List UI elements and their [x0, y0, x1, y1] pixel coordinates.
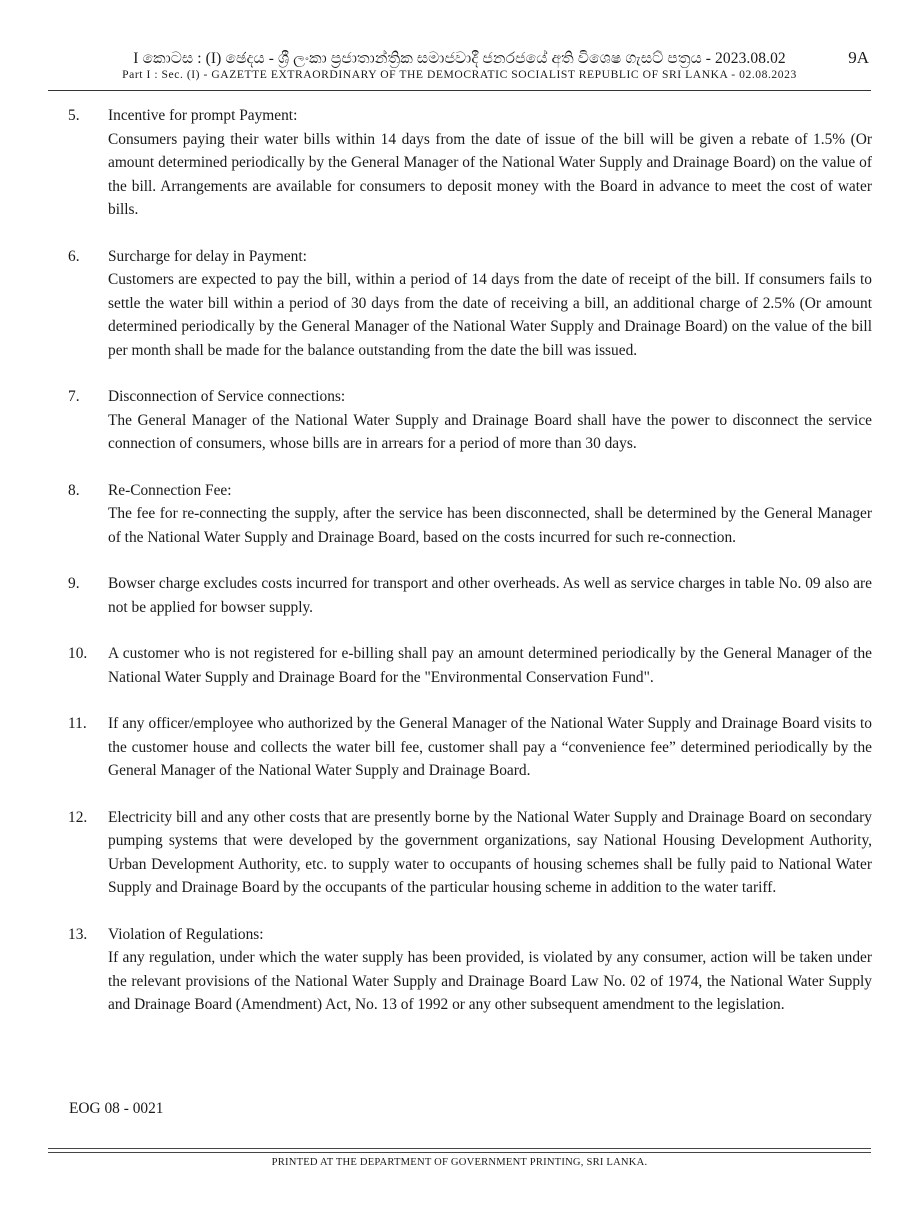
item-body	[108, 572, 872, 619]
item-text: Consumers paying their water bills within 14 days from the date of issue of the bill will be given a rebate of 1.5% (Or amount determined periodically by the General Manager of the National Water Supply and Drainage Board) on the value of the bill. Arrangements are available for consumers to deposit money with the Board in advance to meet the cost of water bills.	[108, 130, 872, 218]
item-text: If any officer/employee who authorized by the General Manager of the National Water Supply and Drainage Board visits to the customer house and collects the water bill fee, customer shall pay a “convenience fee” determined periodically by the General Manager of the National Water Supply and Drainage Board.	[108, 715, 872, 779]
list-item	[68, 712, 872, 783]
item-body	[108, 712, 872, 783]
item-number: 7.	[68, 388, 80, 405]
item-body	[108, 806, 872, 900]
regulations-list	[68, 104, 872, 1040]
item-heading: Disconnection of Service connections:	[108, 388, 346, 405]
header-english-title: Part I : Sec. (I) - GAZETTE EXTRAORDINARY OF THE DEMOCRATIC SOCIALIST REPUBLIC OF SRI LANKA - 02.08.2023	[122, 68, 797, 81]
item-number: 8.	[68, 481, 80, 499]
item-body	[108, 104, 872, 222]
item-number: 9.	[68, 575, 80, 592]
item-heading: Incentive for prompt Payment:	[108, 107, 298, 124]
item-heading: Violation of Regulations:	[108, 925, 264, 943]
footer-divider	[48, 1152, 871, 1153]
item-text: Electricity bill and any other costs that are presently borne by the National Water Supply and Drainage Board on secondary pumping systems that were developed by the government organizations, say National Housing Development Authority, Urban Development Authority, etc. to supply water to occupants of housing schemes shall be fully paid to National Water Supply and Drainage Board by the occupants of the particular housing scheme in addition to the water tariff.	[108, 808, 872, 896]
document-code: EOG 08 - 0021	[69, 1100, 164, 1117]
list-item	[68, 479, 872, 550]
list-item	[68, 806, 872, 900]
list-item	[68, 923, 872, 1017]
footer-divider	[48, 1148, 871, 1149]
item-body	[108, 385, 872, 456]
list-item	[68, 385, 872, 456]
item-number: 12.	[68, 808, 88, 826]
item-number: 5.	[68, 107, 80, 124]
item-text: A customer who is not registered for e-billing shall pay an amount determined periodically by the General Manager of the National Water Supply and Drainage Board for the "Environmental Conservation Fund".	[108, 645, 872, 686]
item-number: 11.	[68, 715, 87, 732]
item-body	[108, 642, 872, 689]
list-item	[68, 642, 872, 689]
list-item	[68, 572, 872, 619]
item-heading: Surcharge for delay in Payment:	[108, 247, 307, 265]
printer-imprint: PRINTED AT THE DEPARTMENT OF GOVERNMENT PRINTING, SRI LANKA.	[271, 1157, 648, 1168]
item-body	[108, 923, 872, 1017]
page-header	[48, 48, 871, 92]
item-text: The General Manager of the National Water Supply and Drainage Board shall have the power to disconnect the service connection of consumers, whose bills are in arrears for a period of more than 30 days.	[108, 411, 872, 452]
item-number: 6.	[68, 247, 80, 265]
item-heading: Re-Connection Fee:	[108, 481, 232, 499]
item-text: The fee for re-connecting the supply, after the service has been disconnected, shall be determined by the General Manager of the National Water Supply and Drainage Board, based on the costs incurred for such re-connection.	[108, 505, 872, 546]
item-body	[108, 245, 872, 363]
header-divider	[48, 90, 871, 91]
item-text: Bowser charge excludes costs incurred for transport and other overheads. As well as service charges in table No. 09 also are not be applied for bowser supply.	[108, 575, 872, 616]
item-number: 13.	[68, 925, 88, 943]
item-text: If any regulation, under which the water supply has been provided, is violated by any consumer, action will be taken under the relevant provisions of the National Water Supply and Drainage Board Law No. 02 of 1974, the National Water Supply and Drainage Board (Amendment) Act, No. 13 of 1992 or any other subsequent amendment to the legislation.	[108, 949, 872, 1013]
list-item	[68, 245, 872, 363]
item-body	[108, 479, 872, 550]
list-item	[68, 104, 872, 222]
page-number: 9A	[848, 48, 869, 67]
header-sinhala-title: I කොටස : (I) ඡෙදය - ශ්‍රී ලංකා ප්‍රජාතාන්ත්‍රික සමාජවාදී ජනරජයේ අති විශෙෂ ගැසට් පත්‍රය - 2023.08.02	[133, 50, 786, 67]
item-number: 10.	[68, 645, 88, 662]
item-text: Customers are expected to pay the bill, within a period of 14 days from the date of receipt of the bill. If consumers fails to settle the water bill within a period of 30 days from the date of receiving a bill, an additional charge of 2.5% (Or amount determined periodically by the General Manager of the National Water Supply and Drainage Board) on the value of the bill per month shall be made for the balance outstanding from the date the bill was issued.	[108, 271, 872, 359]
